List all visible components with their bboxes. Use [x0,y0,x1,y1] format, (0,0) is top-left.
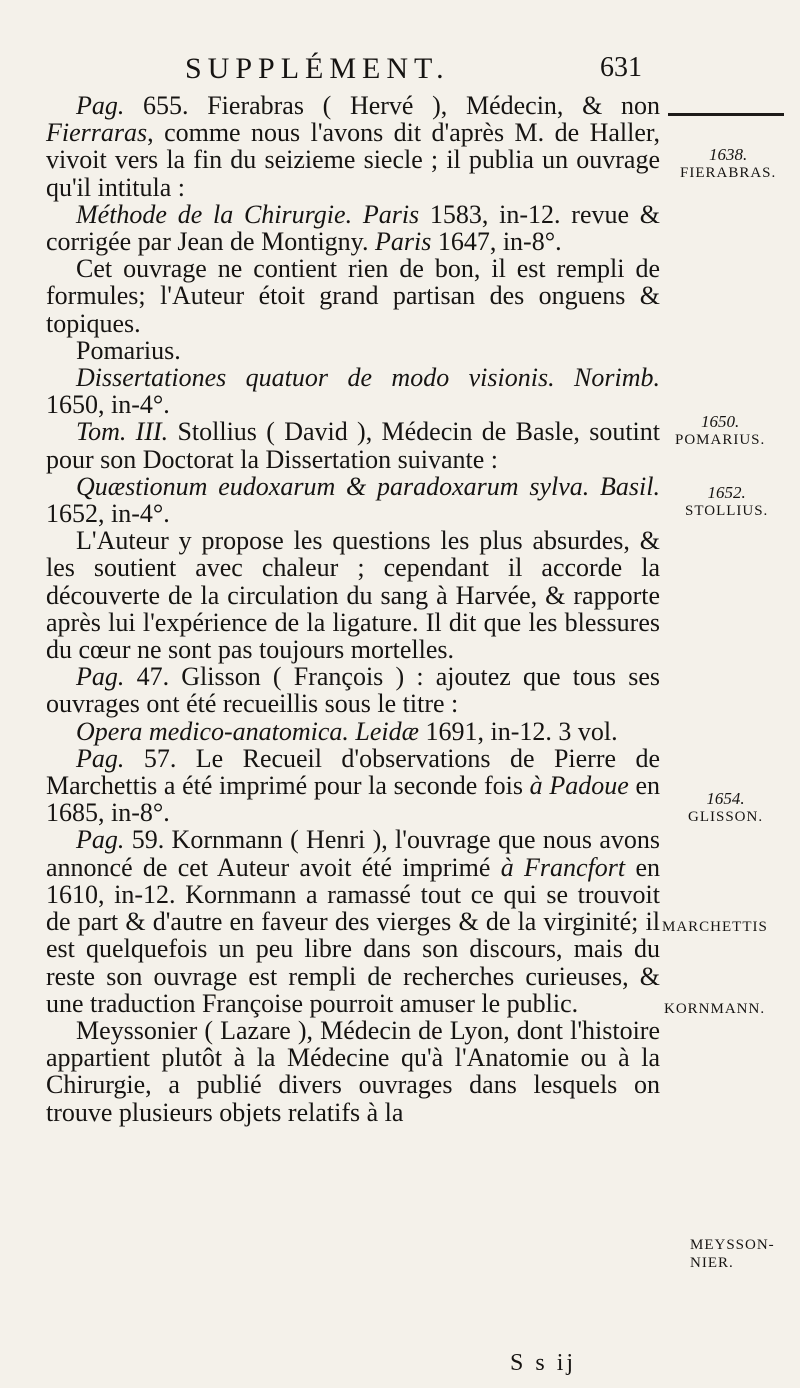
margin-name-line1: MEYSSON- [690,1237,775,1253]
text-run: Meyssonier ( Lazare ), Médecin de Lyon, dont l'histoire appartient plutôt à la Médecine qu'à l'Anatomie ou à la Chirurgie, a publié divers ouvrages dans lesquels on trouve plusieurs objets relatifs à la [46,1015,660,1127]
text-run: 57. Le Recueil d'observations de Pierre de Marchettis a été imprimé pour la seconde fois [46,743,660,801]
paragraph [46,663,660,717]
margin-name: KORNMANN. [664,1001,766,1017]
margin-note-glisson [688,790,763,826]
paragraph [46,418,660,472]
margin-name: MARCHETTIS [662,919,768,935]
margin-year: 1638. [709,145,748,164]
paragraph [46,92,660,201]
margin-year: 1654. [706,789,745,808]
italic-run: à Francfort [500,852,626,882]
italic-run: Pag. [76,91,125,120]
paragraph [46,527,660,663]
margin-name: GLISSON. [688,809,764,825]
body-text [46,92,660,1126]
paragraph [46,826,660,1016]
margin-note-meyssonier [690,1236,775,1272]
italic-run: Paris [374,227,432,257]
paragraph [46,337,660,364]
margin-note-kornmann [664,1000,765,1018]
text-run: , comme nous l'avons dit d'après M. de Haller, vivoit vers la fin du seizieme siecle ; il publia un ouvrage qu'il intitula : [46,118,660,202]
text-run: 1691, in-12. 3 vol. [419,716,618,746]
italic-run: Pag. [76,662,125,692]
text-run: L'Auteur y propose les questions les plus absurdes, & les soutient avec chaleur ; cependant il accorde la découverte de la circulation du sang à Harvée, & rapporte après lui l'expérience de la ligature. Il dit que les blessures du cœur ne sont pas toujours mortelles. [46,526,660,665]
margin-name: POMARIUS. [675,432,766,448]
margin-name: FIERABRAS. [680,165,777,181]
text-run: Cet ouvrage ne contient rien de bon, il est rempli de formules; l'Auteur étoit grand partisan des onguens & topiques. [46,254,660,338]
text-run: 1583, in-12. revue & corrigée par Jean de Montigny. [46,199,661,257]
paragraph [46,473,660,527]
text-run: Stollius ( David ), Médecin de Basle, soutint pour son Doctorat la Dissertation suivante : [46,417,660,474]
page-number: 631 [600,52,642,83]
italic-run: Méthode de la Chirurgie. Paris [76,199,420,229]
italic-run: Tom. III. [76,417,169,447]
text-run: 1652, in-4°. [46,499,170,529]
paragraph [46,718,660,745]
paragraph [46,255,660,337]
paragraph [46,1017,660,1126]
signature-mark: S s ij [510,1350,577,1376]
italic-run: Fierraras [46,118,148,148]
running-header [0,52,660,92]
italic-run: Pag. [76,825,125,855]
paragraph [46,745,660,827]
margin-rule [668,113,784,116]
margin-name-line2: NIER. [690,1255,734,1271]
header-title: SUPPLÉMENT. [185,52,450,85]
margin-note-pomarius [675,413,765,449]
margin-year: 1652. [707,483,746,502]
italic-run: Dissertationes quatuor de modo visionis. Norimb. [76,363,660,393]
margin-note-fierabras [680,146,776,182]
italic-run: Pag. [76,743,125,773]
italic-run: à Padoue [529,771,629,801]
text-run: en 1685, in-8°. [46,771,660,828]
text-run: 655. Fierabras ( Hervé ), Médecin, & non [124,91,660,120]
italic-run: Opera medico-anatomica. Leidæ [76,716,420,746]
text-run: 47. Glisson ( François ) : ajoutez que tous ses ouvrages ont été recueillis sous le titre : [46,662,660,719]
text-run: 1647, in-8°. [431,227,562,257]
margin-year: 1650. [701,412,740,431]
text-run: en 1610, in-12. Kornmann a ramassé tout ce qui se trouvoit de part & d'autre en faveur des vierges & de la virginité; il est quelquefois un peu libre dans son discours, mais du reste son ouvrage est rempli de recherches curieuses, & une traduction Françoise pourroit amuser le public. [46,852,660,1018]
margin-note-marchettis [662,918,768,936]
margin-name: STOLLIUS. [685,503,769,519]
paragraph [46,201,660,255]
paragraph [46,364,660,418]
margin-note-stollius [685,484,768,520]
text-run: Pomarius. [76,335,181,365]
text-run: 1650, in-4°. [46,390,170,420]
italic-run: Quæstionum eudoxarum & paradoxarum sylva. Basil. [76,471,660,501]
text-run: 59. Kornmann ( Henri ), l'ouvrage que nous avons annoncé de cet Auteur avoit été imprimé [46,825,660,882]
